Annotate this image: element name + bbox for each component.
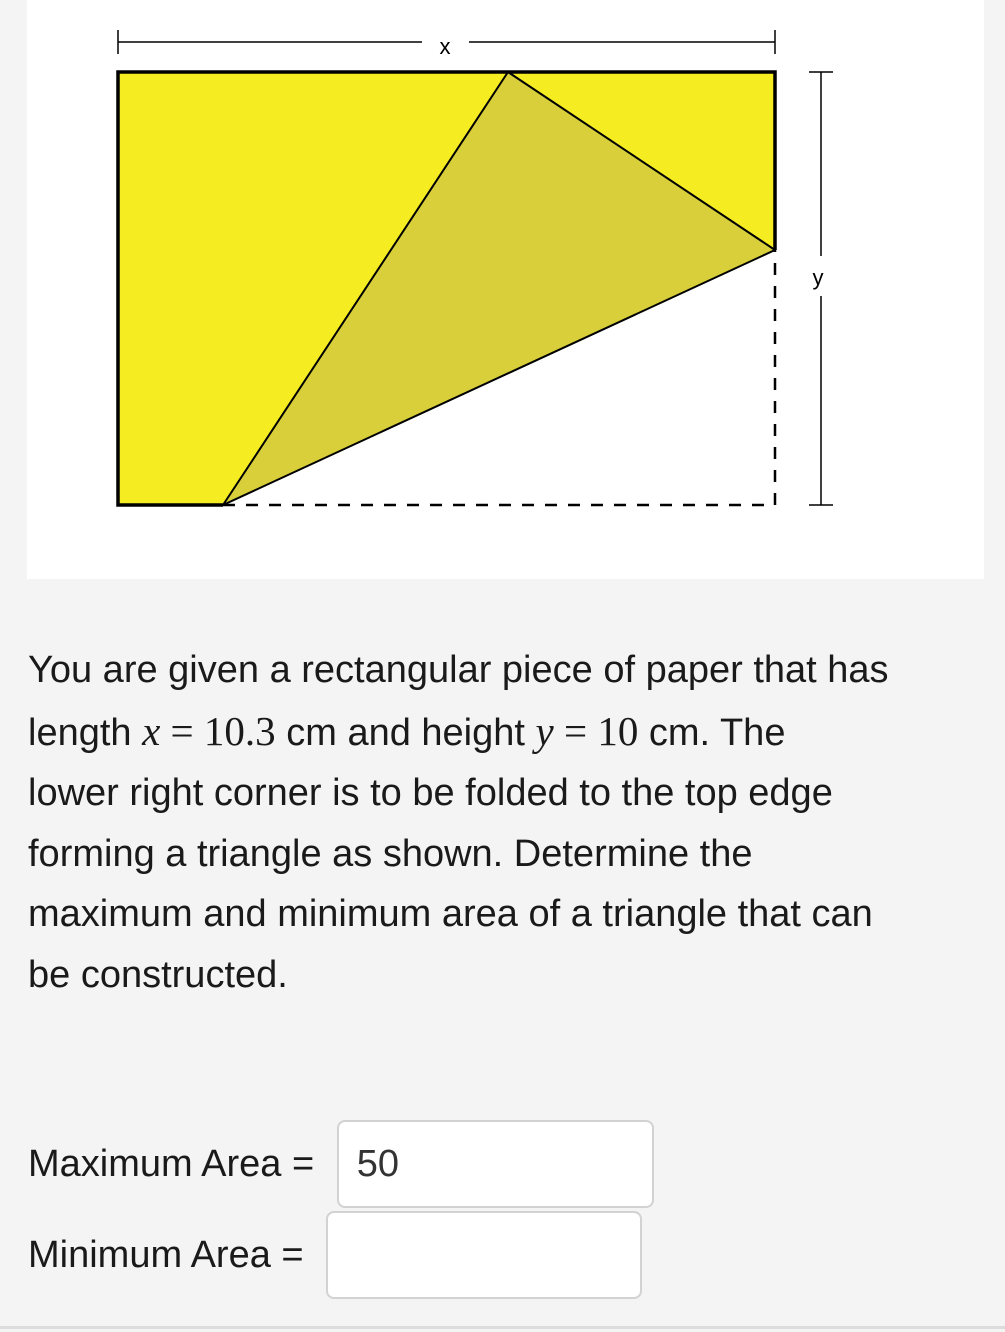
maximum-area-label: Maximum Area = [28,1142,325,1185]
problem-line-3: lower right corner is to be folded to the top edge [28,772,833,814]
bottom-divider [0,1326,1005,1329]
minimum-area-input[interactable] [326,1211,642,1299]
minimum-area-row [28,1211,642,1299]
y-dimension-label: y [812,265,824,290]
x-value: 10.3 [203,707,276,754]
minimum-area-label: Minimum Area = [28,1233,315,1276]
problem-line-1: You are given a rectangular piece of paper that has [28,649,889,691]
problem-statement [28,640,988,1005]
y-variable: y [535,707,554,754]
figure-panel [27,0,984,579]
problem-line-2 [28,701,988,764]
x-variable: x [142,707,161,754]
y-equals-sign: = [553,707,598,754]
y-equation [536,708,639,754]
folded-paper-diagram [27,0,984,579]
x-equals-sign: = [160,707,204,754]
problem-line-2-middle: cm and height [275,711,536,754]
problem-line-4: forming a triangle as shown. Determine the [28,832,753,875]
x-dimension-label: x [439,34,451,59]
maximum-area-row [28,1120,654,1208]
problem-line-6: be constructed. [28,953,288,996]
maximum-area-input[interactable] [337,1120,654,1208]
y-value: 10 [597,707,639,754]
problem-line-2-start: length [28,711,143,754]
problem-line-2-end: cm. The [638,711,786,754]
problem-line-5: maximum and minimum area of a triangle that can [28,893,873,935]
x-equation [142,708,276,754]
